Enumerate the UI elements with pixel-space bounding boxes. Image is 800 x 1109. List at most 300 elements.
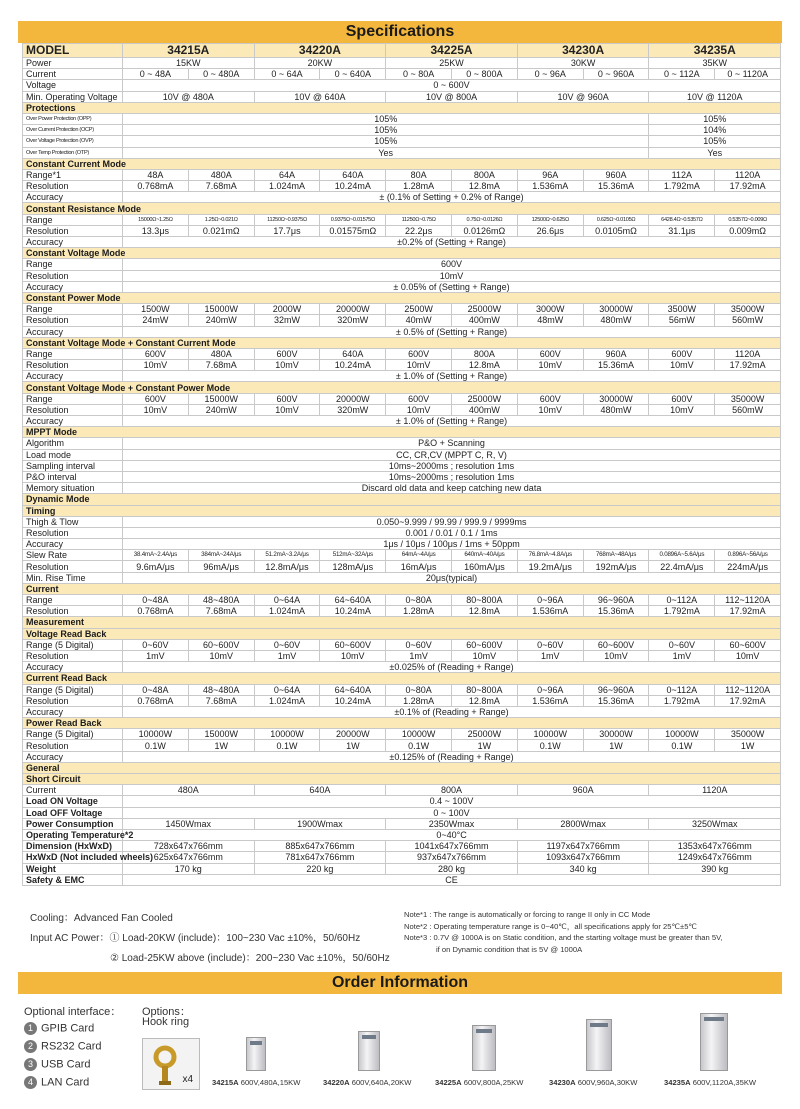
spec-cell: 0.001 / 0.01 / 0.1 / 1ms xyxy=(123,527,781,538)
spec-cell: 0~80A xyxy=(386,595,452,606)
product-caption-34225a xyxy=(435,1078,523,1087)
spec-cell: 10mV xyxy=(123,360,189,371)
section-title: Current xyxy=(23,583,781,594)
spec-cell: 240mW xyxy=(188,404,254,415)
option-label: LAN Card xyxy=(41,1076,90,1089)
spec-cell: 0.1W xyxy=(649,740,715,751)
row-label: Power Consumption xyxy=(23,818,123,829)
spec-cell: 1μs / 10μs / 100μs / 1ms + 50ppm xyxy=(123,539,781,550)
row-label: Resolution xyxy=(23,561,123,572)
spec-cell: 10V @ 1120A xyxy=(649,91,781,102)
spec-cell: 1120A xyxy=(715,348,781,359)
spec-cell: 1mV xyxy=(254,650,320,661)
spec-cell: 2000W xyxy=(254,304,320,315)
spec-cell: 600V xyxy=(254,348,320,359)
spec-cell: 12.8mA/μs xyxy=(254,561,320,572)
spec-cell: 0~60V xyxy=(649,639,715,650)
spec-cell: 800A xyxy=(452,348,518,359)
spec-row xyxy=(23,192,781,203)
row-label: Over Voltage Protection (OVP) xyxy=(23,136,123,147)
row-label: Memory situation xyxy=(23,483,123,494)
spec-cell: 640A xyxy=(254,785,386,796)
spec-cell: 64mA~4A/μs xyxy=(386,550,452,561)
spec-cell: 600V xyxy=(649,348,715,359)
spec-cell: 22.4mA/μs xyxy=(649,561,715,572)
spec-cell: 0.1W xyxy=(254,740,320,751)
spec-cell: 32mW xyxy=(254,315,320,326)
row-label: Resolution xyxy=(23,225,123,236)
spec-cell: 0 ~ 100V xyxy=(123,807,781,818)
row-label: Range (5 Digital) xyxy=(23,639,123,650)
spec-cell: 640A xyxy=(320,169,386,180)
spec-cell: 1120A xyxy=(715,169,781,180)
spec-row xyxy=(23,818,781,829)
row-label: Range xyxy=(23,259,123,270)
spec-cell: 10000W xyxy=(386,729,452,740)
row-label: Current xyxy=(23,785,123,796)
row-label: Accuracy xyxy=(23,371,123,382)
spec-cell: 1mV xyxy=(649,650,715,661)
product-model: 34215A xyxy=(212,1078,239,1087)
section-header-row xyxy=(23,762,781,773)
spec-cell: 320mW xyxy=(320,315,386,326)
row-label: Accuracy xyxy=(23,662,123,673)
spec-row xyxy=(23,516,781,527)
spec-cell: 34215A xyxy=(123,44,255,58)
spec-cell: 35KW xyxy=(649,58,781,69)
spec-cell: 0~80A xyxy=(386,684,452,695)
section-title: Protections xyxy=(23,102,781,113)
spec-row xyxy=(23,662,781,673)
spec-cell: 800A xyxy=(452,169,518,180)
spec-cell: 0.768mA xyxy=(123,606,189,617)
spec-cell: 1450Wmax xyxy=(123,818,255,829)
spec-cell: 34235A xyxy=(649,44,781,58)
row-label: Resolution xyxy=(23,695,123,706)
spec-cell: 1.28mA xyxy=(386,695,452,706)
specifications-banner: Specifications xyxy=(18,21,782,43)
product-spec: 600V,1120A,35KW xyxy=(692,1078,757,1087)
row-label: Range xyxy=(23,348,123,359)
spec-cell: ± 1.0% of (Setting + Range) xyxy=(123,371,781,382)
spec-cell: CC, CR,CV (MPPT C, R, V) xyxy=(123,449,781,460)
spec-cell: 781x647x766mm xyxy=(254,852,386,863)
spec-cell: 20KW xyxy=(254,58,386,69)
row-label: Accuracy xyxy=(23,192,123,203)
spec-cell: 0.5357Ω~0.009Ω xyxy=(715,214,781,225)
spec-cell: 10.24mA xyxy=(320,606,386,617)
spec-cell: 105% xyxy=(123,136,649,147)
spec-row xyxy=(23,393,781,404)
spec-cell: 625x647x766mm xyxy=(123,852,255,863)
spec-cell: 25KW xyxy=(386,58,518,69)
spec-cell: CE xyxy=(123,874,781,885)
row-label: Range xyxy=(23,304,123,315)
spec-row xyxy=(23,315,781,326)
spec-cell: 1.28mA xyxy=(386,606,452,617)
spec-cell: 20μs(typical) xyxy=(123,572,781,583)
section-title: Constant Power Mode xyxy=(23,292,781,303)
spec-cell: 25000W xyxy=(452,393,518,404)
row-label: Range (5 Digital) xyxy=(23,684,123,695)
spec-cell: 10mV xyxy=(123,404,189,415)
spec-cell: 1.536mA xyxy=(517,695,583,706)
spec-cell: 640A xyxy=(320,348,386,359)
spec-cell: Yes xyxy=(649,147,781,158)
product-image-34225a xyxy=(472,1025,496,1071)
spec-cell: 1W xyxy=(320,740,386,751)
spec-cell: 96A xyxy=(517,169,583,180)
row-label: MODEL xyxy=(23,44,123,58)
option-label: USB Card xyxy=(41,1058,91,1071)
spec-cell: 10mV xyxy=(320,650,386,661)
spec-cell: 96mA/μs xyxy=(188,561,254,572)
spec-cell: 12.8mA xyxy=(452,695,518,706)
spec-cell: 51.2mA~3.2A/μs xyxy=(254,550,320,561)
product-model: 34220A xyxy=(323,1078,350,1087)
spec-cell: 10.24mA xyxy=(320,181,386,192)
spec-cell: 600V xyxy=(517,348,583,359)
spec-cell: 80A xyxy=(386,169,452,180)
spec-cell: 480mW xyxy=(583,404,649,415)
footnote-3: Note*3 : 0.7V @ 1000A is on Static condition, and the starting voltage must be greater than 5V, xyxy=(404,933,723,942)
spec-row xyxy=(23,841,781,852)
spec-cell: 30KW xyxy=(517,58,649,69)
spec-cell: 0 ~ 112A xyxy=(649,69,715,80)
option-lan-card xyxy=(24,1076,89,1089)
row-label: Accuracy xyxy=(23,416,123,427)
spec-row xyxy=(23,561,781,572)
spec-cell: 10ms~2000ms ; resolution 1ms xyxy=(123,471,781,482)
spec-cell: 600V xyxy=(386,393,452,404)
spec-cell: 15000W xyxy=(188,729,254,740)
spec-row xyxy=(23,58,781,69)
spec-row xyxy=(23,326,781,337)
spec-cell: ±0.2% of (Setting + Range) xyxy=(123,237,781,248)
spec-cell: 10mV xyxy=(123,270,781,281)
product-spec: 600V,480A,15KW xyxy=(240,1078,301,1087)
input-ac-note: Input AC Power：① Load-20KW (include)：100~230 Vac ±10%，50/60Hz xyxy=(30,933,361,944)
spec-cell: 0~40°C xyxy=(123,829,781,840)
spec-cell: 1041x647x766mm xyxy=(386,841,518,852)
section-title: Constant Voltage Mode + Constant Power Mode xyxy=(23,382,781,393)
spec-row xyxy=(23,863,781,874)
spec-row xyxy=(23,471,781,482)
spec-cell: 10.24mA xyxy=(320,360,386,371)
spec-cell: 22.2μs xyxy=(386,225,452,236)
spec-cell: 15.36mA xyxy=(583,695,649,706)
row-label: Resolution xyxy=(23,527,123,538)
spec-cell: 1120A xyxy=(649,785,781,796)
spec-cell: 20000W xyxy=(320,729,386,740)
spec-row xyxy=(23,438,781,449)
spec-row xyxy=(23,606,781,617)
product-caption-34215a xyxy=(212,1078,300,1087)
row-label: Resolution xyxy=(23,650,123,661)
spec-cell: ± (0.1% of Setting + 0.2% of Range) xyxy=(123,192,781,203)
section-title: General xyxy=(23,762,781,773)
spec-cell: 1W xyxy=(452,740,518,751)
option-label: RS232 Card xyxy=(41,1040,102,1053)
spec-cell: 10mV xyxy=(254,360,320,371)
spec-row xyxy=(23,785,781,796)
product-image-34215a xyxy=(246,1037,266,1071)
row-label: Accuracy xyxy=(23,539,123,550)
spec-cell: 34220A xyxy=(254,44,386,58)
spec-cell: 60~600V xyxy=(188,639,254,650)
spec-row xyxy=(23,181,781,192)
model-header-row xyxy=(23,44,781,58)
spec-cell: 25000W xyxy=(452,729,518,740)
section-header-row xyxy=(23,617,781,628)
spec-cell: 7.68mA xyxy=(188,360,254,371)
spec-cell: 12500Ω~0.625Ω xyxy=(517,214,583,225)
spec-row xyxy=(23,829,781,840)
spec-cell: 10mV xyxy=(386,360,452,371)
spec-cell: 0.768mA xyxy=(123,695,189,706)
spec-cell: 35000W xyxy=(715,304,781,315)
row-label: Resolution xyxy=(23,270,123,281)
spec-cell: 10mV xyxy=(254,404,320,415)
spec-cell: 17.92mA xyxy=(715,360,781,371)
spec-cell: 12.8mA xyxy=(452,360,518,371)
spec-cell: 0.9375Ω~0.01575Ω xyxy=(320,214,386,225)
section-title: MPPT Mode xyxy=(23,427,781,438)
row-label: Range xyxy=(23,595,123,606)
spec-cell: ± 0.05% of (Setting + Range) xyxy=(123,281,781,292)
spec-cell: 600V xyxy=(649,393,715,404)
section-title: Power Read Back xyxy=(23,718,781,729)
section-title: Current Read Back xyxy=(23,673,781,684)
spec-cell: 0 ~ 1120A xyxy=(715,69,781,80)
spec-cell: 10V @ 960A xyxy=(517,91,649,102)
spec-cell: 0.75Ω~0.0126Ω xyxy=(452,214,518,225)
spec-cell: 10mV xyxy=(452,650,518,661)
spec-cell: 0~48A xyxy=(123,595,189,606)
spec-cell: 105% xyxy=(649,113,781,124)
spec-row xyxy=(23,80,781,91)
product-model: 34225A xyxy=(435,1078,462,1087)
spec-cell: ± 1.0% of (Setting + Range) xyxy=(123,416,781,427)
spec-cell: 20000W xyxy=(320,393,386,404)
row-label: Load mode xyxy=(23,449,123,460)
spec-cell: 800A xyxy=(386,785,518,796)
spec-row xyxy=(23,639,781,650)
section-title: Timing xyxy=(23,505,781,516)
spec-cell: 480mW xyxy=(583,315,649,326)
spec-cell: 60~600V xyxy=(715,639,781,650)
spec-cell: 600V xyxy=(254,393,320,404)
spec-cell: 560mW xyxy=(715,315,781,326)
spec-cell: 0.1W xyxy=(386,740,452,751)
spec-cell: 10mV xyxy=(386,404,452,415)
spec-row xyxy=(23,539,781,550)
spec-cell: 1mV xyxy=(123,650,189,661)
spec-cell: 2800Wmax xyxy=(517,818,649,829)
spec-cell: 0~60V xyxy=(386,639,452,650)
spec-cell: 512mA~32A/μs xyxy=(320,550,386,561)
hook-ring-quantity: x4 xyxy=(182,1074,193,1085)
product-spec: 600V,960A,30KW xyxy=(577,1078,638,1087)
spec-row xyxy=(23,91,781,102)
spec-cell: 1W xyxy=(715,740,781,751)
spec-cell: 35000W xyxy=(715,393,781,404)
row-label: Over Temp Protection (OTP) xyxy=(23,147,123,158)
spec-cell: 560mW xyxy=(715,404,781,415)
spec-cell: 15.36mA xyxy=(583,606,649,617)
spec-row xyxy=(23,169,781,180)
section-header-row xyxy=(23,337,781,348)
product-image-34230a xyxy=(586,1019,612,1071)
product-spec: 600V,800A,25KW xyxy=(463,1078,524,1087)
spec-cell: 960A xyxy=(583,169,649,180)
option-rs232-card xyxy=(24,1040,102,1053)
order-information-banner: Order Information xyxy=(18,972,782,994)
spec-cell: 24mW xyxy=(123,315,189,326)
spec-row xyxy=(23,69,781,80)
spec-cell: 17.92mA xyxy=(715,695,781,706)
spec-cell: 10mV xyxy=(583,650,649,661)
spec-cell: 105% xyxy=(123,125,649,136)
spec-cell: 7.68mA xyxy=(188,606,254,617)
spec-cell: 60~600V xyxy=(583,639,649,650)
spec-cell: 76.8mA~4.8A/μs xyxy=(517,550,583,561)
section-header-row xyxy=(23,494,781,505)
number-2-icon: 2 xyxy=(24,1040,37,1053)
row-label: Resolution xyxy=(23,360,123,371)
spec-cell: 112~1120A xyxy=(715,684,781,695)
row-label: Slew Rate xyxy=(23,550,123,561)
section-header-row xyxy=(23,203,781,214)
row-label: Sampling interval xyxy=(23,460,123,471)
spec-cell: 11250Ω~0.75Ω xyxy=(386,214,452,225)
row-label: Range xyxy=(23,214,123,225)
spec-cell: 38.4mA~2.4A/μs xyxy=(123,550,189,561)
spec-row xyxy=(23,125,781,136)
section-header-row xyxy=(23,583,781,594)
spec-cell: 64~640A xyxy=(320,684,386,695)
spec-cell: 280 kg xyxy=(386,863,518,874)
general-notes xyxy=(30,909,390,969)
spec-cell: 19.2mA/μs xyxy=(517,561,583,572)
section-title: Short Circuit xyxy=(23,774,781,785)
spec-cell: 0.4 ~ 100V xyxy=(123,796,781,807)
spec-cell: 96~960A xyxy=(583,684,649,695)
product-caption-34235a xyxy=(664,1078,756,1087)
spec-cell: 48mW xyxy=(517,315,583,326)
spec-cell: 60~600V xyxy=(452,639,518,650)
spec-cell: 480A xyxy=(123,785,255,796)
spec-cell: ±0.025% of (Reading + Range) xyxy=(123,662,781,673)
spec-cell: 25000W xyxy=(452,304,518,315)
product-spec: 600V,640A,20KW xyxy=(351,1078,412,1087)
spec-row xyxy=(23,483,781,494)
spec-cell: 960A xyxy=(583,348,649,359)
spec-cell: 26.6μs xyxy=(517,225,583,236)
spec-cell: 600V xyxy=(517,393,583,404)
spec-cell: 15000W xyxy=(188,393,254,404)
spec-cell: 1.792mA xyxy=(649,181,715,192)
spec-cell: 1mV xyxy=(517,650,583,661)
section-header-row xyxy=(23,427,781,438)
section-title: Constant Resistance Mode xyxy=(23,203,781,214)
row-label: Resolution xyxy=(23,315,123,326)
hook-ring-label: Hook ring xyxy=(142,1016,190,1028)
spec-cell: 48~480A xyxy=(188,595,254,606)
cooling-note: Cooling：Advanced Fan Cooled xyxy=(30,913,173,924)
spec-cell: 0 ~ 800A xyxy=(452,69,518,80)
spec-cell: 1.792mA xyxy=(649,606,715,617)
row-label: Range*1 xyxy=(23,169,123,180)
spec-cell: 17.7μs xyxy=(254,225,320,236)
option-gpib-card xyxy=(24,1022,94,1035)
row-label: Resolution xyxy=(23,181,123,192)
section-header-row xyxy=(23,292,781,303)
spec-row xyxy=(23,807,781,818)
section-title: Constant Voltage Mode xyxy=(23,248,781,259)
spec-cell: 1.28mA xyxy=(386,181,452,192)
row-label: Safety & EMC xyxy=(23,874,123,885)
spec-cell: 10.24mA xyxy=(320,695,386,706)
row-label: Min. Rise Time xyxy=(23,572,123,583)
spec-cell: 0 ~ 96A xyxy=(517,69,583,80)
spec-cell: 31.1μs xyxy=(649,225,715,236)
spec-row xyxy=(23,136,781,147)
spec-cell: 0 ~ 64A xyxy=(254,69,320,80)
spec-cell: 34230A xyxy=(517,44,649,58)
spec-cell: 0~60V xyxy=(123,639,189,650)
product-image-34235a xyxy=(700,1013,728,1071)
row-label: Accuracy xyxy=(23,751,123,762)
spec-cell: 640mA~40A/μs xyxy=(452,550,518,561)
spec-cell: 96~960A xyxy=(583,595,649,606)
row-label: Thigh & Tlow xyxy=(23,516,123,527)
section-header-row xyxy=(23,718,781,729)
spec-cell: 0~112A xyxy=(649,684,715,695)
spec-cell: 340 kg xyxy=(517,863,649,874)
section-header-row xyxy=(23,158,781,169)
spec-row xyxy=(23,874,781,885)
spec-cell: 7.68mA xyxy=(188,695,254,706)
spec-cell: ±0.125% of (Reading + Range) xyxy=(123,751,781,762)
spec-row xyxy=(23,449,781,460)
spec-cell: 30000W xyxy=(583,304,649,315)
spec-cell: 0 ~ 80A xyxy=(386,69,452,80)
spec-cell: 40mW xyxy=(386,315,452,326)
spec-cell: 112A xyxy=(649,169,715,180)
spec-row xyxy=(23,281,781,292)
section-header-row xyxy=(23,774,781,785)
spec-cell: 1197x647x766mm xyxy=(517,841,649,852)
spec-row xyxy=(23,684,781,695)
row-label: Accuracy xyxy=(23,237,123,248)
spec-cell: 1.25Ω~0.021Ω xyxy=(188,214,254,225)
section-header-row xyxy=(23,505,781,516)
spec-row xyxy=(23,695,781,706)
spec-cell: 1W xyxy=(583,740,649,751)
spec-table xyxy=(22,43,781,886)
spec-row xyxy=(23,259,781,270)
spec-cell: 885x647x766mm xyxy=(254,841,386,852)
spec-row xyxy=(23,214,781,225)
spec-row xyxy=(23,147,781,158)
footnotes xyxy=(404,909,784,955)
spec-cell: ± 0.5% of (Setting + Range) xyxy=(123,326,781,337)
spec-cell: 10mV xyxy=(517,360,583,371)
section-title: Constant Current Mode xyxy=(23,158,781,169)
spec-cell: 105% xyxy=(123,113,649,124)
section-header-row xyxy=(23,102,781,113)
